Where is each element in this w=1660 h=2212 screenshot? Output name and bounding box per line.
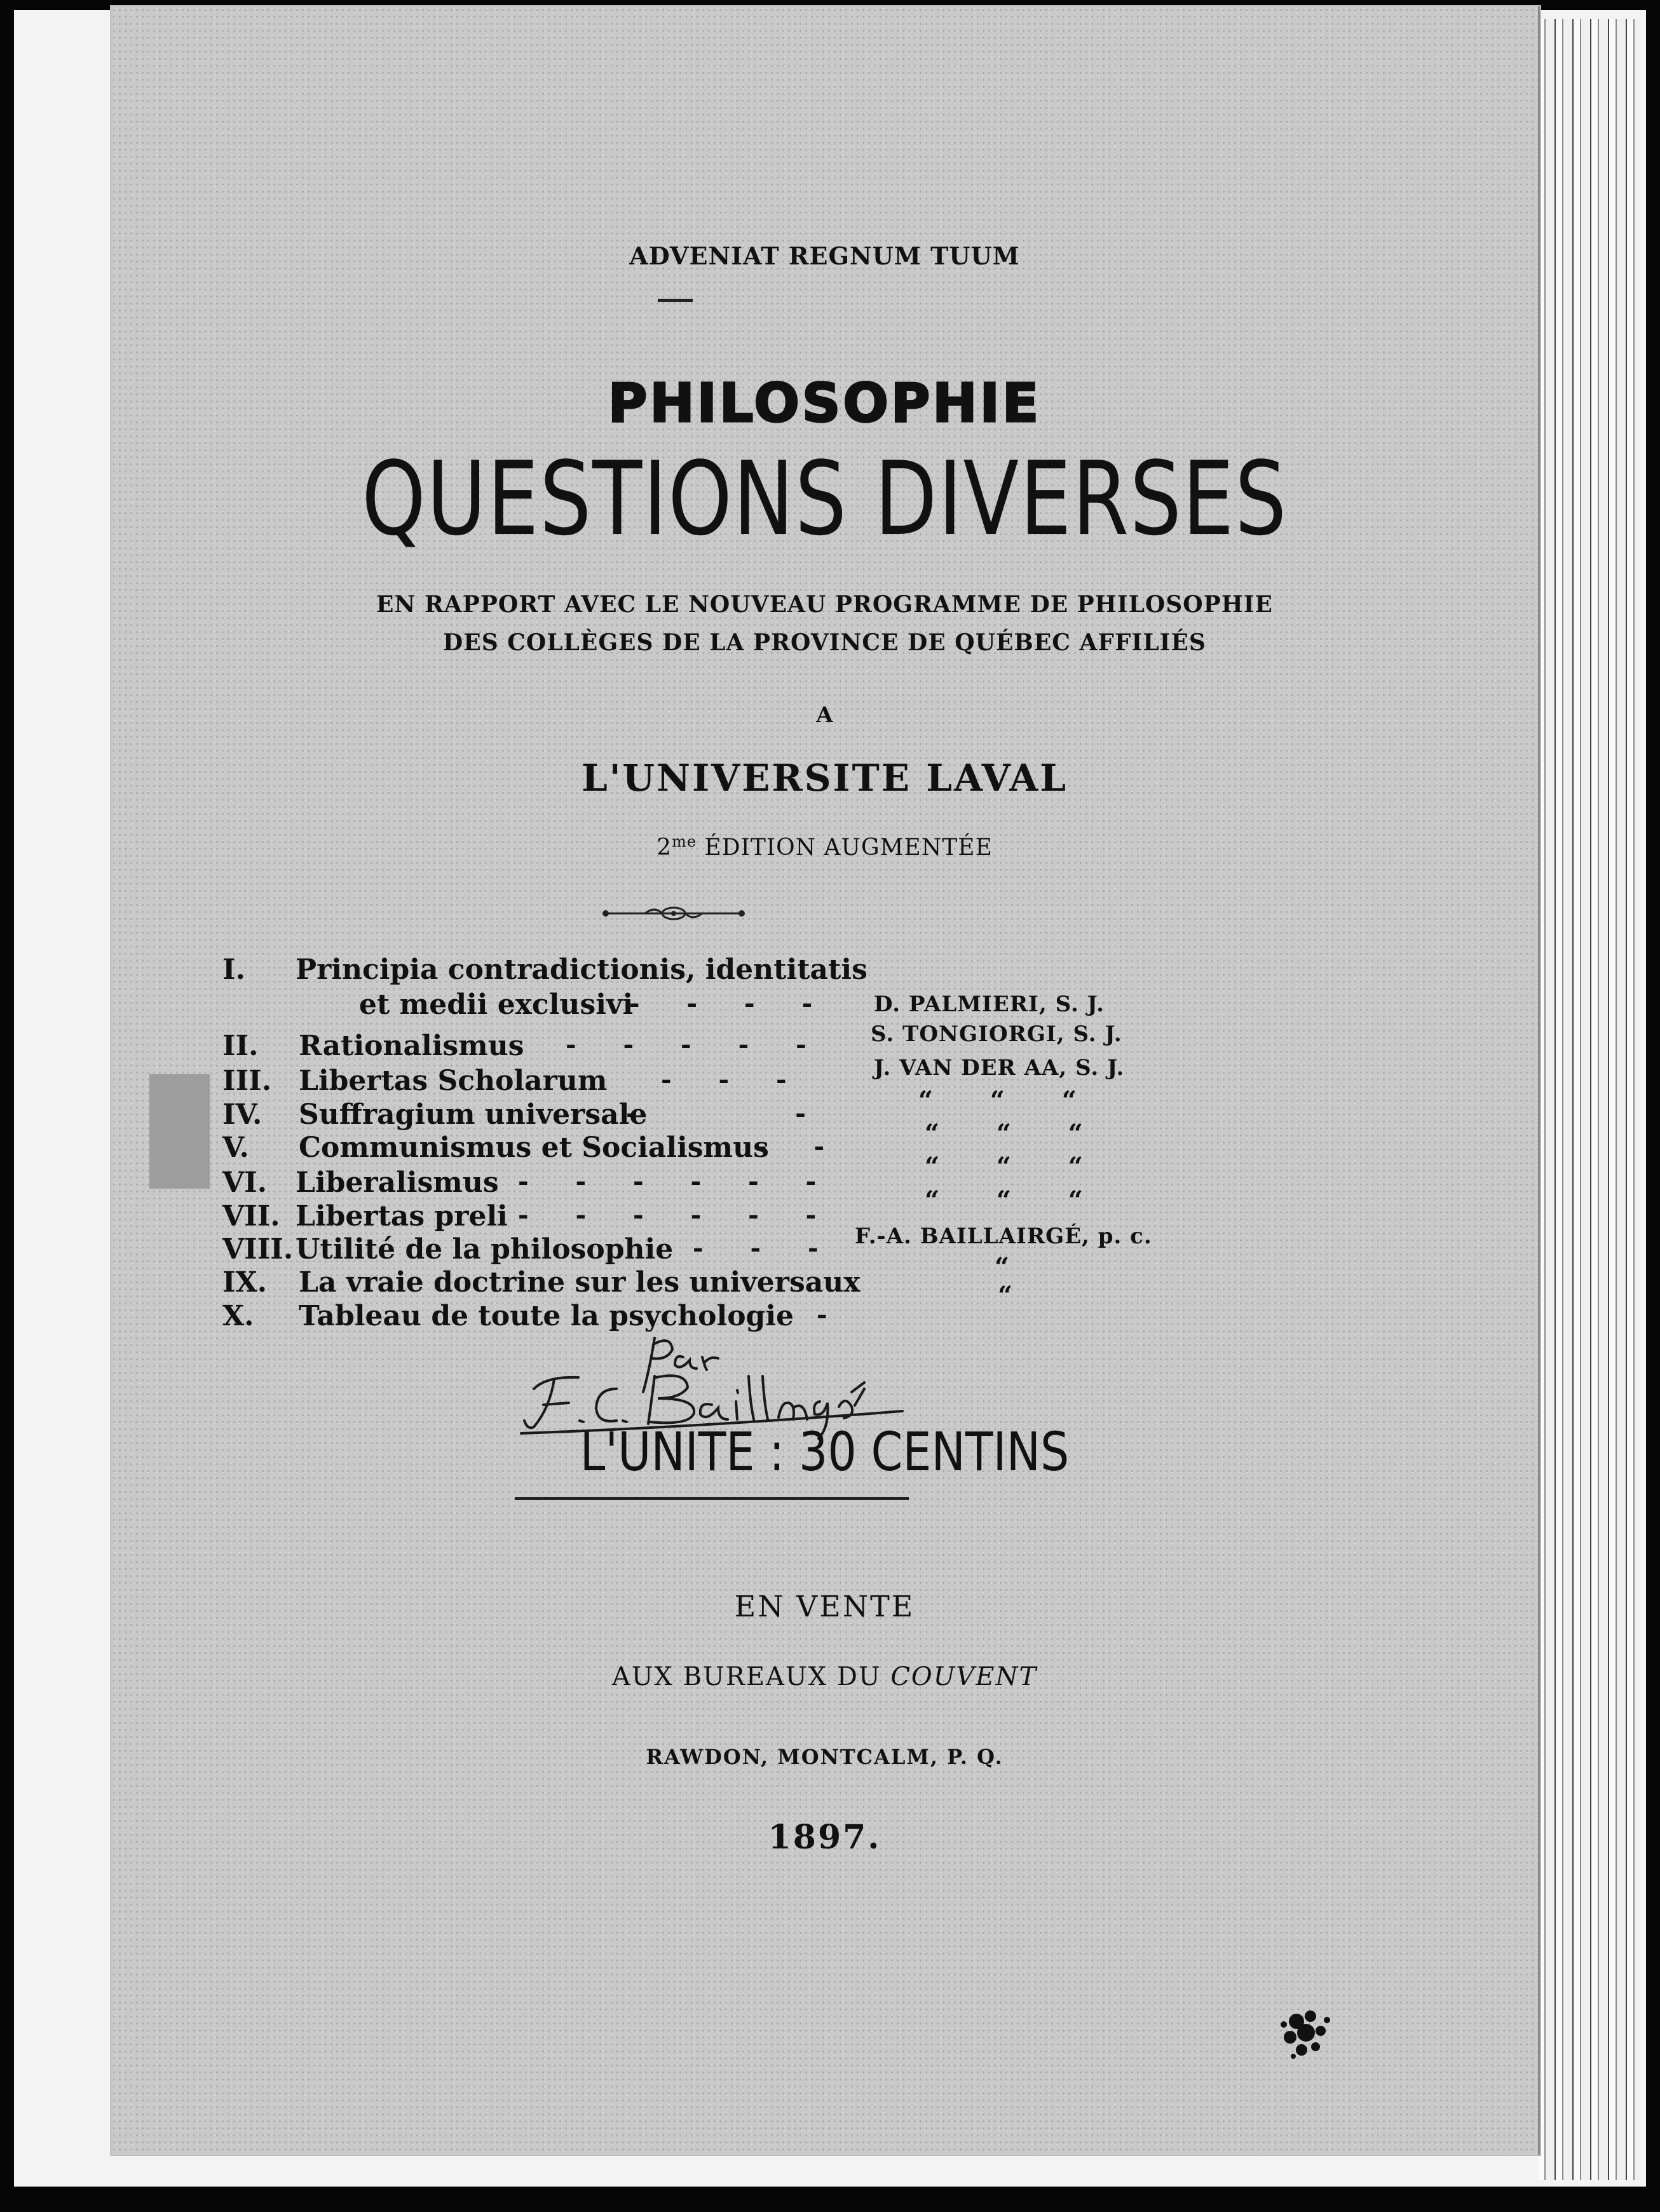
ditto-marks: “ “ “	[925, 1119, 1107, 1149]
toc-title: Libertas preli	[296, 1200, 508, 1232]
toc-title: Principia contradictionis, identitatis	[296, 953, 867, 986]
sale-location-prefix: AUX BUREAUX DU	[611, 1662, 881, 1691]
toc-leader-dots: - -	[756, 1131, 844, 1161]
toc-title: Libertas Scholarum	[299, 1065, 608, 1097]
toc-leader-dots: - - - - - -	[518, 1166, 836, 1196]
toc-author: S. TONGIORGI, S. J.	[871, 1021, 1122, 1047]
scan-border-bottom	[0, 2187, 1660, 2212]
edition-text: ÉDITION AUGMENTÉE	[704, 835, 993, 861]
university-name: L'UNIVERSITE LAVAL	[581, 756, 1068, 800]
sale-location-name: COUVENT	[890, 1662, 1038, 1691]
page-title: PHILOSOPHIE	[608, 372, 1042, 434]
toc-title: Suffragium universale	[299, 1098, 648, 1131]
toc-leader-dots: - - - -	[629, 988, 832, 1018]
toc-title: Communismus et Socialismus	[299, 1131, 769, 1164]
toc-leader-dots: - - -	[693, 1233, 838, 1263]
toc-leader-dots: - - - - - -	[518, 1200, 836, 1230]
toc-author: D. PALMIERI, S. J.	[874, 992, 1105, 1017]
edition-superscript: me	[672, 833, 697, 850]
scan-border-right	[1646, 0, 1660, 2212]
ditto-marks: “ “ “	[925, 1152, 1107, 1182]
price-statement: L'UNITE : 30 CENTINS	[580, 1421, 1070, 1483]
page-stack-edges	[1538, 19, 1640, 2180]
toc-number: VI.	[222, 1166, 268, 1199]
toc-title: La vraie doctrine sur les universaux	[299, 1266, 861, 1299]
edition-statement	[111, 833, 1538, 861]
toc-author: J. VAN DER AA, S. J.	[874, 1055, 1125, 1081]
cover-stain	[149, 1074, 210, 1189]
toc-leader-dots: - - -	[661, 1065, 806, 1095]
motto: ADVENIAT REGNUM TUUM	[629, 242, 1020, 270]
toc-number: VIII.	[222, 1233, 294, 1266]
toc-number: II.	[222, 1030, 259, 1062]
toc-number: IX.	[222, 1266, 268, 1299]
publication-year: 1897.	[768, 1818, 881, 1857]
sale-location	[111, 1662, 1538, 1691]
sale-heading: EN VENTE	[734, 1589, 915, 1623]
description-line-2: DES COLLÈGES DE LA PROVINCE DE QUÉBEC AFFILIÉS	[443, 629, 1206, 656]
toc-title: Tableau de toute la psychologie	[299, 1300, 794, 1332]
ditto-mark: “	[998, 1281, 1013, 1311]
toc-number: X.	[222, 1300, 254, 1332]
toc-title: Liberalismus	[296, 1166, 499, 1199]
description-line-1: EN RAPPORT AVEC LE NOUVEAU PROGRAMME DE PHILOSOPHIE	[376, 591, 1273, 618]
toc-number: V.	[222, 1131, 249, 1164]
motto-divider	[658, 299, 693, 302]
scan-border-left	[0, 0, 14, 2212]
toc-title-continued: et medii exclusivi	[359, 988, 634, 1021]
ink-blot	[1271, 2002, 1341, 2066]
toc-number: III.	[222, 1065, 272, 1097]
toc-title: Rationalismus	[299, 1030, 524, 1062]
ditto-mark: “	[995, 1252, 1010, 1282]
ornament-divider	[601, 903, 747, 924]
ditto-marks: “ “ “	[918, 1086, 1101, 1116]
preposition: A	[816, 702, 833, 728]
price-underline	[515, 1497, 909, 1500]
toc-leader-dots: - -	[626, 1098, 825, 1128]
toc-author: F.-A. BAILLAIRGÉ, p. c.	[855, 1224, 1152, 1249]
sale-address: RAWDON, MONTCALM, P. Q.	[646, 1745, 1003, 1769]
edition-number: 2	[657, 835, 672, 861]
toc-number: IV.	[222, 1098, 262, 1131]
page-subtitle: QUESTIONS DIVERSES	[362, 439, 1288, 558]
toc-leader-dots: - - - - -	[566, 1030, 826, 1060]
toc-number: VII.	[222, 1200, 280, 1232]
toc-leader-dots: -	[817, 1300, 847, 1330]
ditto-marks: “ “ “	[925, 1185, 1107, 1215]
toc-title: Utilité de la philosophie	[296, 1233, 674, 1266]
toc-number: I.	[222, 953, 245, 986]
